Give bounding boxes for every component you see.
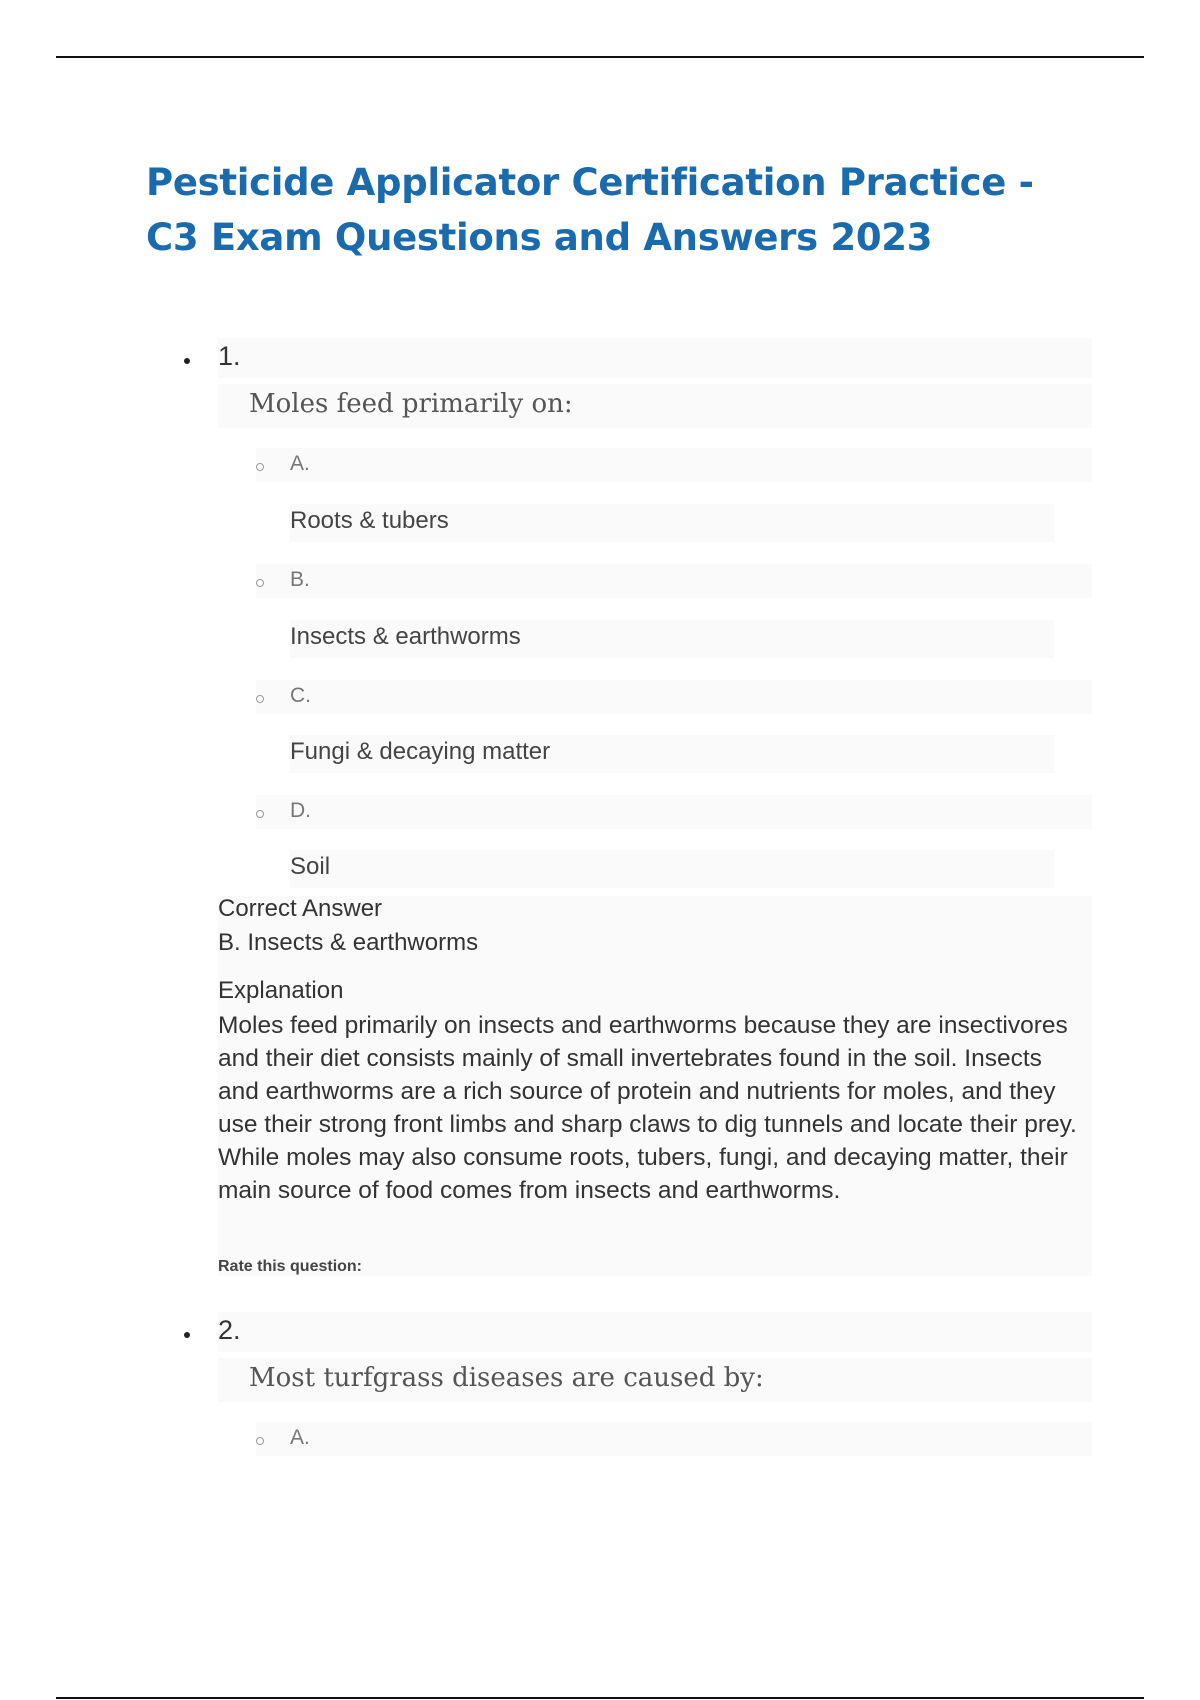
question-number: 1.	[218, 341, 241, 371]
page-title: Pesticide Applicator Certification Practice - C3 Exam Questions and Answers 2023	[146, 161, 1034, 259]
top-rule	[56, 56, 1144, 58]
option-text: Roots & tubers	[290, 507, 449, 534]
row-shade	[218, 1312, 1092, 1352]
option-letter: B.	[290, 568, 310, 591]
row-shade	[218, 338, 1092, 378]
question-text: Most turfgrass diseases are caused by:	[249, 1363, 764, 1393]
correct-answer-label: Correct Answer	[218, 895, 383, 922]
bullet-icon	[184, 358, 190, 364]
circle-bullet-icon	[256, 810, 264, 818]
bottom-rule	[56, 1697, 1144, 1699]
option-text: Fungi & decaying matter	[290, 738, 551, 765]
bullet-icon	[184, 1332, 190, 1338]
question-number: 2.	[218, 1315, 241, 1345]
rate-question-label: Rate this question:	[218, 1258, 363, 1275]
option-text: Soil	[290, 853, 331, 880]
option-letter: C.	[290, 684, 311, 707]
circle-bullet-icon	[256, 695, 264, 703]
option-letter: A.	[290, 1426, 310, 1449]
row-shade	[256, 448, 1092, 482]
explanation-text: Moles feed primarily on insects and earthworms because they are insectivores and their diet consists mainly of small invertebrates found in the soil. Insects and earthworms are a rich source of protein and nutrients for moles, and they use their strong front limbs and sharp claws to dig tunnels and locate their prey. While moles may also consume roots, tubers, fungi, and decaying matter, their main source of food comes from insects and earthworms.	[218, 1012, 1077, 1204]
row-shade	[290, 850, 1054, 888]
row-shade	[256, 564, 1092, 598]
option-text: Insects & earthworms	[290, 623, 521, 650]
correct-answer-value: B. Insects & earthworms	[218, 929, 479, 956]
row-shade	[256, 795, 1092, 829]
option-letter: A.	[290, 452, 310, 475]
circle-bullet-icon	[256, 579, 264, 587]
row-shade	[256, 1422, 1092, 1456]
option-letter: D.	[290, 799, 311, 822]
explanation-label: Explanation	[218, 977, 344, 1004]
question-text: Moles feed primarily on:	[249, 389, 573, 419]
circle-bullet-icon	[256, 1437, 264, 1445]
row-shade	[256, 680, 1092, 714]
circle-bullet-icon	[256, 463, 264, 471]
